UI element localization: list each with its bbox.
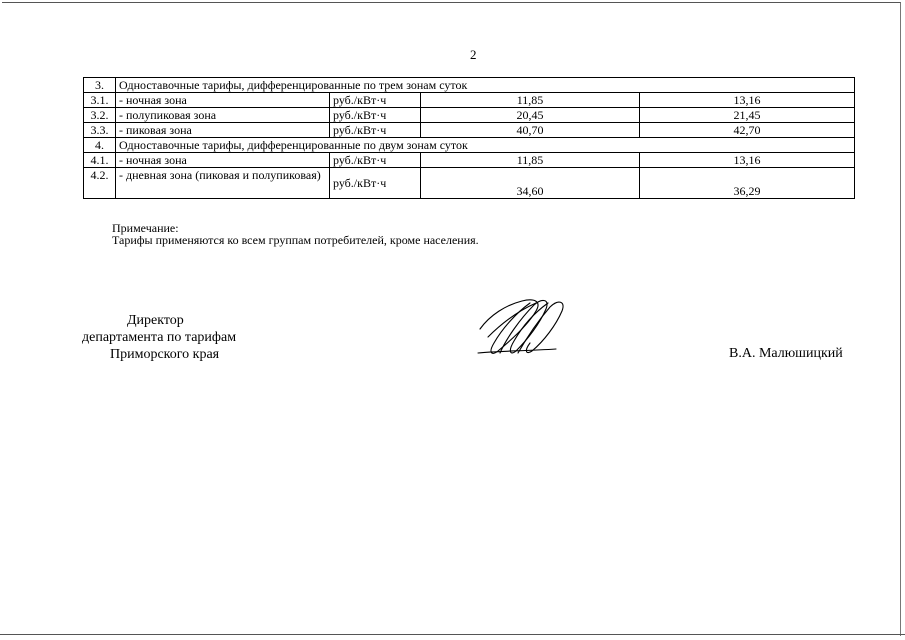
tariff-value-1: 20,45 <box>421 108 640 123</box>
tariff-value-2: 36,29 <box>640 168 855 199</box>
unit: руб./кВт·ч <box>330 108 421 123</box>
unit: руб./кВт·ч <box>330 93 421 108</box>
table-row <box>84 93 855 108</box>
tariff-value-2: 13,16 <box>640 153 855 168</box>
zone-name: - полупиковая зона <box>116 108 330 123</box>
signatory-position-line1: Директор <box>127 313 184 328</box>
handwritten-signature <box>476 293 568 359</box>
section-title: Одноставочные тарифы, дифференцированные по двум зонам суток <box>116 138 855 153</box>
table-row-section <box>84 78 855 93</box>
tariff-value-1: 34,60 <box>421 168 640 199</box>
signatory-name: В.А. Малюшицкий <box>729 346 843 361</box>
tariff-table <box>83 77 855 199</box>
zone-name: - дневная зона (пиковая и полупиковая) <box>116 168 330 199</box>
table-row <box>84 123 855 138</box>
zone-name: - ночная зона <box>116 153 330 168</box>
tariff-value-2: 42,70 <box>640 123 855 138</box>
table-row <box>84 168 855 199</box>
tariff-value-1: 40,70 <box>421 123 640 138</box>
row-number: 3.2. <box>84 108 116 123</box>
unit: руб./кВт·ч <box>330 153 421 168</box>
tariff-value-2: 13,16 <box>640 93 855 108</box>
zone-name: - пиковая зона <box>116 123 330 138</box>
table-row <box>84 108 855 123</box>
row-number: 4.1. <box>84 153 116 168</box>
tariff-value-2: 21,45 <box>640 108 855 123</box>
row-number: 4. <box>84 138 116 153</box>
row-number: 3.3. <box>84 123 116 138</box>
page-number: 2 <box>470 47 477 62</box>
tariff-value-1: 11,85 <box>421 93 640 108</box>
table-row <box>84 153 855 168</box>
row-number: 4.2. <box>84 168 116 199</box>
signatory-position-line3: Приморского края <box>110 347 220 362</box>
note-text: Тарифы применяются ко всем группам потребителей, кроме населения. <box>112 233 479 247</box>
row-number: 3.1. <box>84 93 116 108</box>
tariff-value-1: 11,85 <box>421 153 640 168</box>
unit: руб./кВт·ч <box>330 123 421 138</box>
zone-name: - ночная зона <box>116 93 330 108</box>
page-bottom-edge <box>0 634 905 635</box>
row-number: 3. <box>84 78 116 93</box>
unit: руб./кВт·ч <box>330 168 421 199</box>
signatory-position-line2: департамента по тарифам <box>82 330 237 345</box>
table-row-section <box>84 138 855 153</box>
note-title: Примечание: <box>112 221 179 235</box>
section-title: Одноставочные тарифы, дифференцированные по трем зонам суток <box>116 78 855 93</box>
